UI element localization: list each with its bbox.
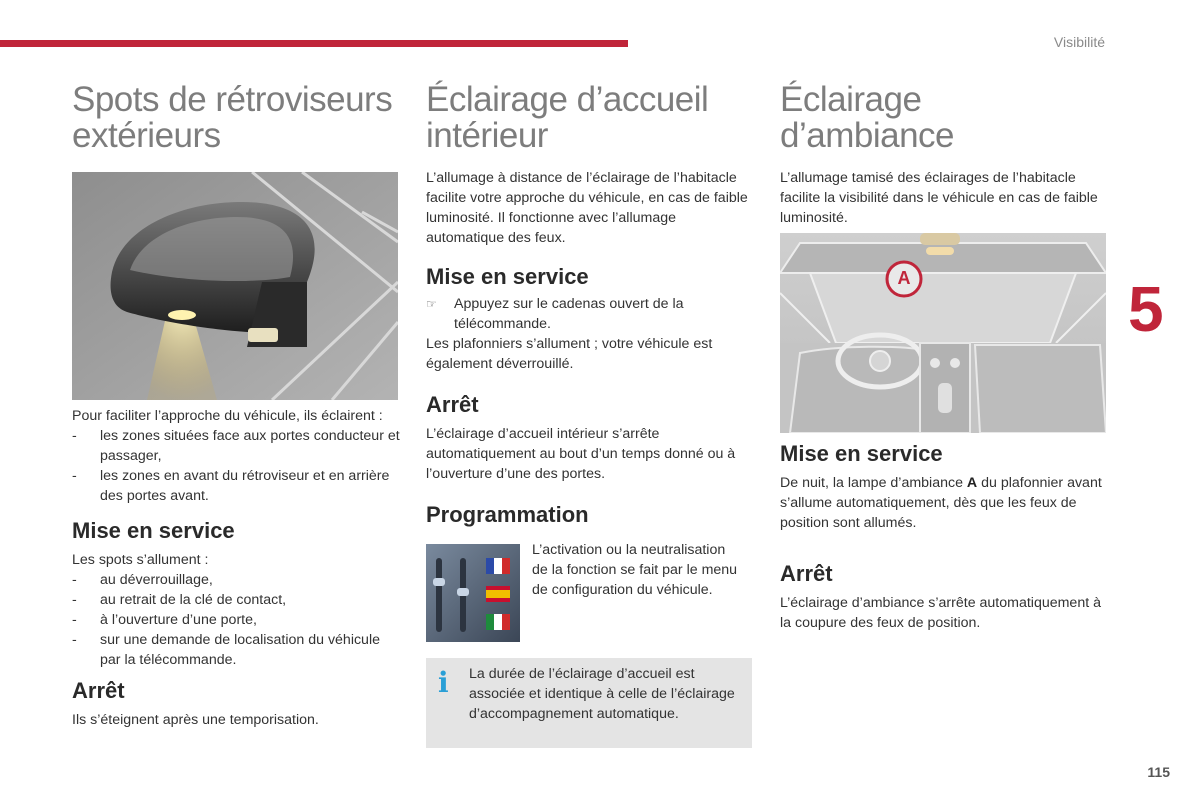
section-title: Visibilité <box>1053 34 1105 50</box>
title-line-2: d’ambiance <box>780 116 954 155</box>
ambient-arret-text: L’éclairage d’ambiance s’arrête automatiquement à la coupure des feux de position. <box>780 595 1101 631</box>
mise-intro: Les spots s’allument : <box>72 552 209 568</box>
title-line-2: intérieur <box>426 116 548 155</box>
ambient-mise-pre: De nuit, la lampe d’ambiance <box>780 475 967 491</box>
info-note <box>426 658 752 748</box>
title-mirror-spots <box>72 82 402 154</box>
list-item: - les zones situées face aux portes conducteur et passager, <box>72 426 402 466</box>
welcome-mise-text: Les plafonniers s’allument ; votre véhicule est également déverrouillé. <box>426 336 713 372</box>
list-item-text: Appuyez sur le cadenas ouvert de la télécommande. <box>454 296 684 332</box>
info-icon: i <box>438 666 449 699</box>
mirror-intro-list <box>72 426 402 506</box>
column-welcome-lighting <box>426 82 756 528</box>
welcome-mise-list <box>426 294 756 334</box>
title-line-1: Éclairage d’accueil <box>426 80 709 119</box>
column-ambient-lighting <box>780 82 1110 228</box>
info-note-body <box>469 664 739 724</box>
list-item: - les zones en avant du rétroviseur et en arrière des portes avant. <box>72 466 402 506</box>
title-line-1: Éclairage <box>780 80 922 119</box>
ambient-body <box>780 441 1110 633</box>
info-note-text: La durée de l’éclairage d’accueil est associée et identique à celle de l’éclairage d’accompagnement automatique. <box>469 666 735 722</box>
welcome-intro: L’allumage à distance de l’éclairage de l’habitacle facilite votre approche du véhicule, en cas de faible luminosité. Il fonctionne avec l’allumage automatique des feux. <box>426 170 748 246</box>
title-ambient-lighting <box>780 82 1110 154</box>
title-line-1: Spots de rétroviseurs <box>72 80 393 119</box>
heading-arret: Arrêt <box>426 392 479 417</box>
welcome-arret-text: L’éclairage d’accueil intérieur s’arrête automatiquement au bout d’un temps donné ou à l’ouverture d’une des portes. <box>426 426 736 482</box>
column-mirror-spots <box>72 82 402 154</box>
ambient-mise-text <box>780 473 1106 533</box>
programmation-body <box>532 540 744 600</box>
heading-programmation: Programmation <box>426 502 589 527</box>
arrow-right-icon: ☞ <box>426 297 437 311</box>
list-item: - au retrait de la clé de contact, <box>72 590 402 610</box>
list-item <box>426 294 756 334</box>
ambient-mise-post: du plafonnier avant s’allume automatiquement, dès que les feux de position sont allumés. <box>780 475 1102 531</box>
list-item: - à l’ouverture d’une porte, <box>72 610 402 630</box>
heading-arret: Arrêt <box>780 561 833 586</box>
mirror-intro: Pour faciliter l’approche du véhicule, ils éclairent : <box>72 408 383 424</box>
heading-mise-en-service: Mise en service <box>72 518 235 543</box>
mirror-illustration <box>72 172 398 400</box>
ambient-mise-bold: A <box>966 475 978 491</box>
page-number: 115 <box>1147 764 1170 780</box>
heading-arret: Arrêt <box>72 678 125 703</box>
heading-mise-en-service: Mise en service <box>780 441 943 466</box>
heading-mise-en-service: Mise en service <box>426 264 589 289</box>
title-welcome-lighting <box>426 82 756 154</box>
list-item: - sur une demande de localisation du véhicule par la télécommande. <box>72 630 402 670</box>
configuration-menu-illustration <box>426 544 520 642</box>
programmation-text: L’activation ou la neutralisation de la fonction se fait par le menu de configuration du véhicule. <box>532 542 738 598</box>
cabin-illustration <box>780 233 1106 433</box>
arret-text: Ils s’éteignent après une temporisation. <box>72 712 319 728</box>
title-line-2: extérieurs <box>72 116 221 155</box>
callout-label: A <box>897 268 911 288</box>
list-item: - au déverrouillage, <box>72 570 402 590</box>
chapter-number: 5 <box>1128 273 1164 345</box>
mise-list <box>72 570 402 670</box>
ambient-intro: L’allumage tamisé des éclairages de l’habitacle facilite la visibilité dans le véhicule en cas de faible luminosité. <box>780 170 1098 226</box>
mirror-spots-body <box>72 406 402 730</box>
header-red-bar <box>0 40 628 47</box>
